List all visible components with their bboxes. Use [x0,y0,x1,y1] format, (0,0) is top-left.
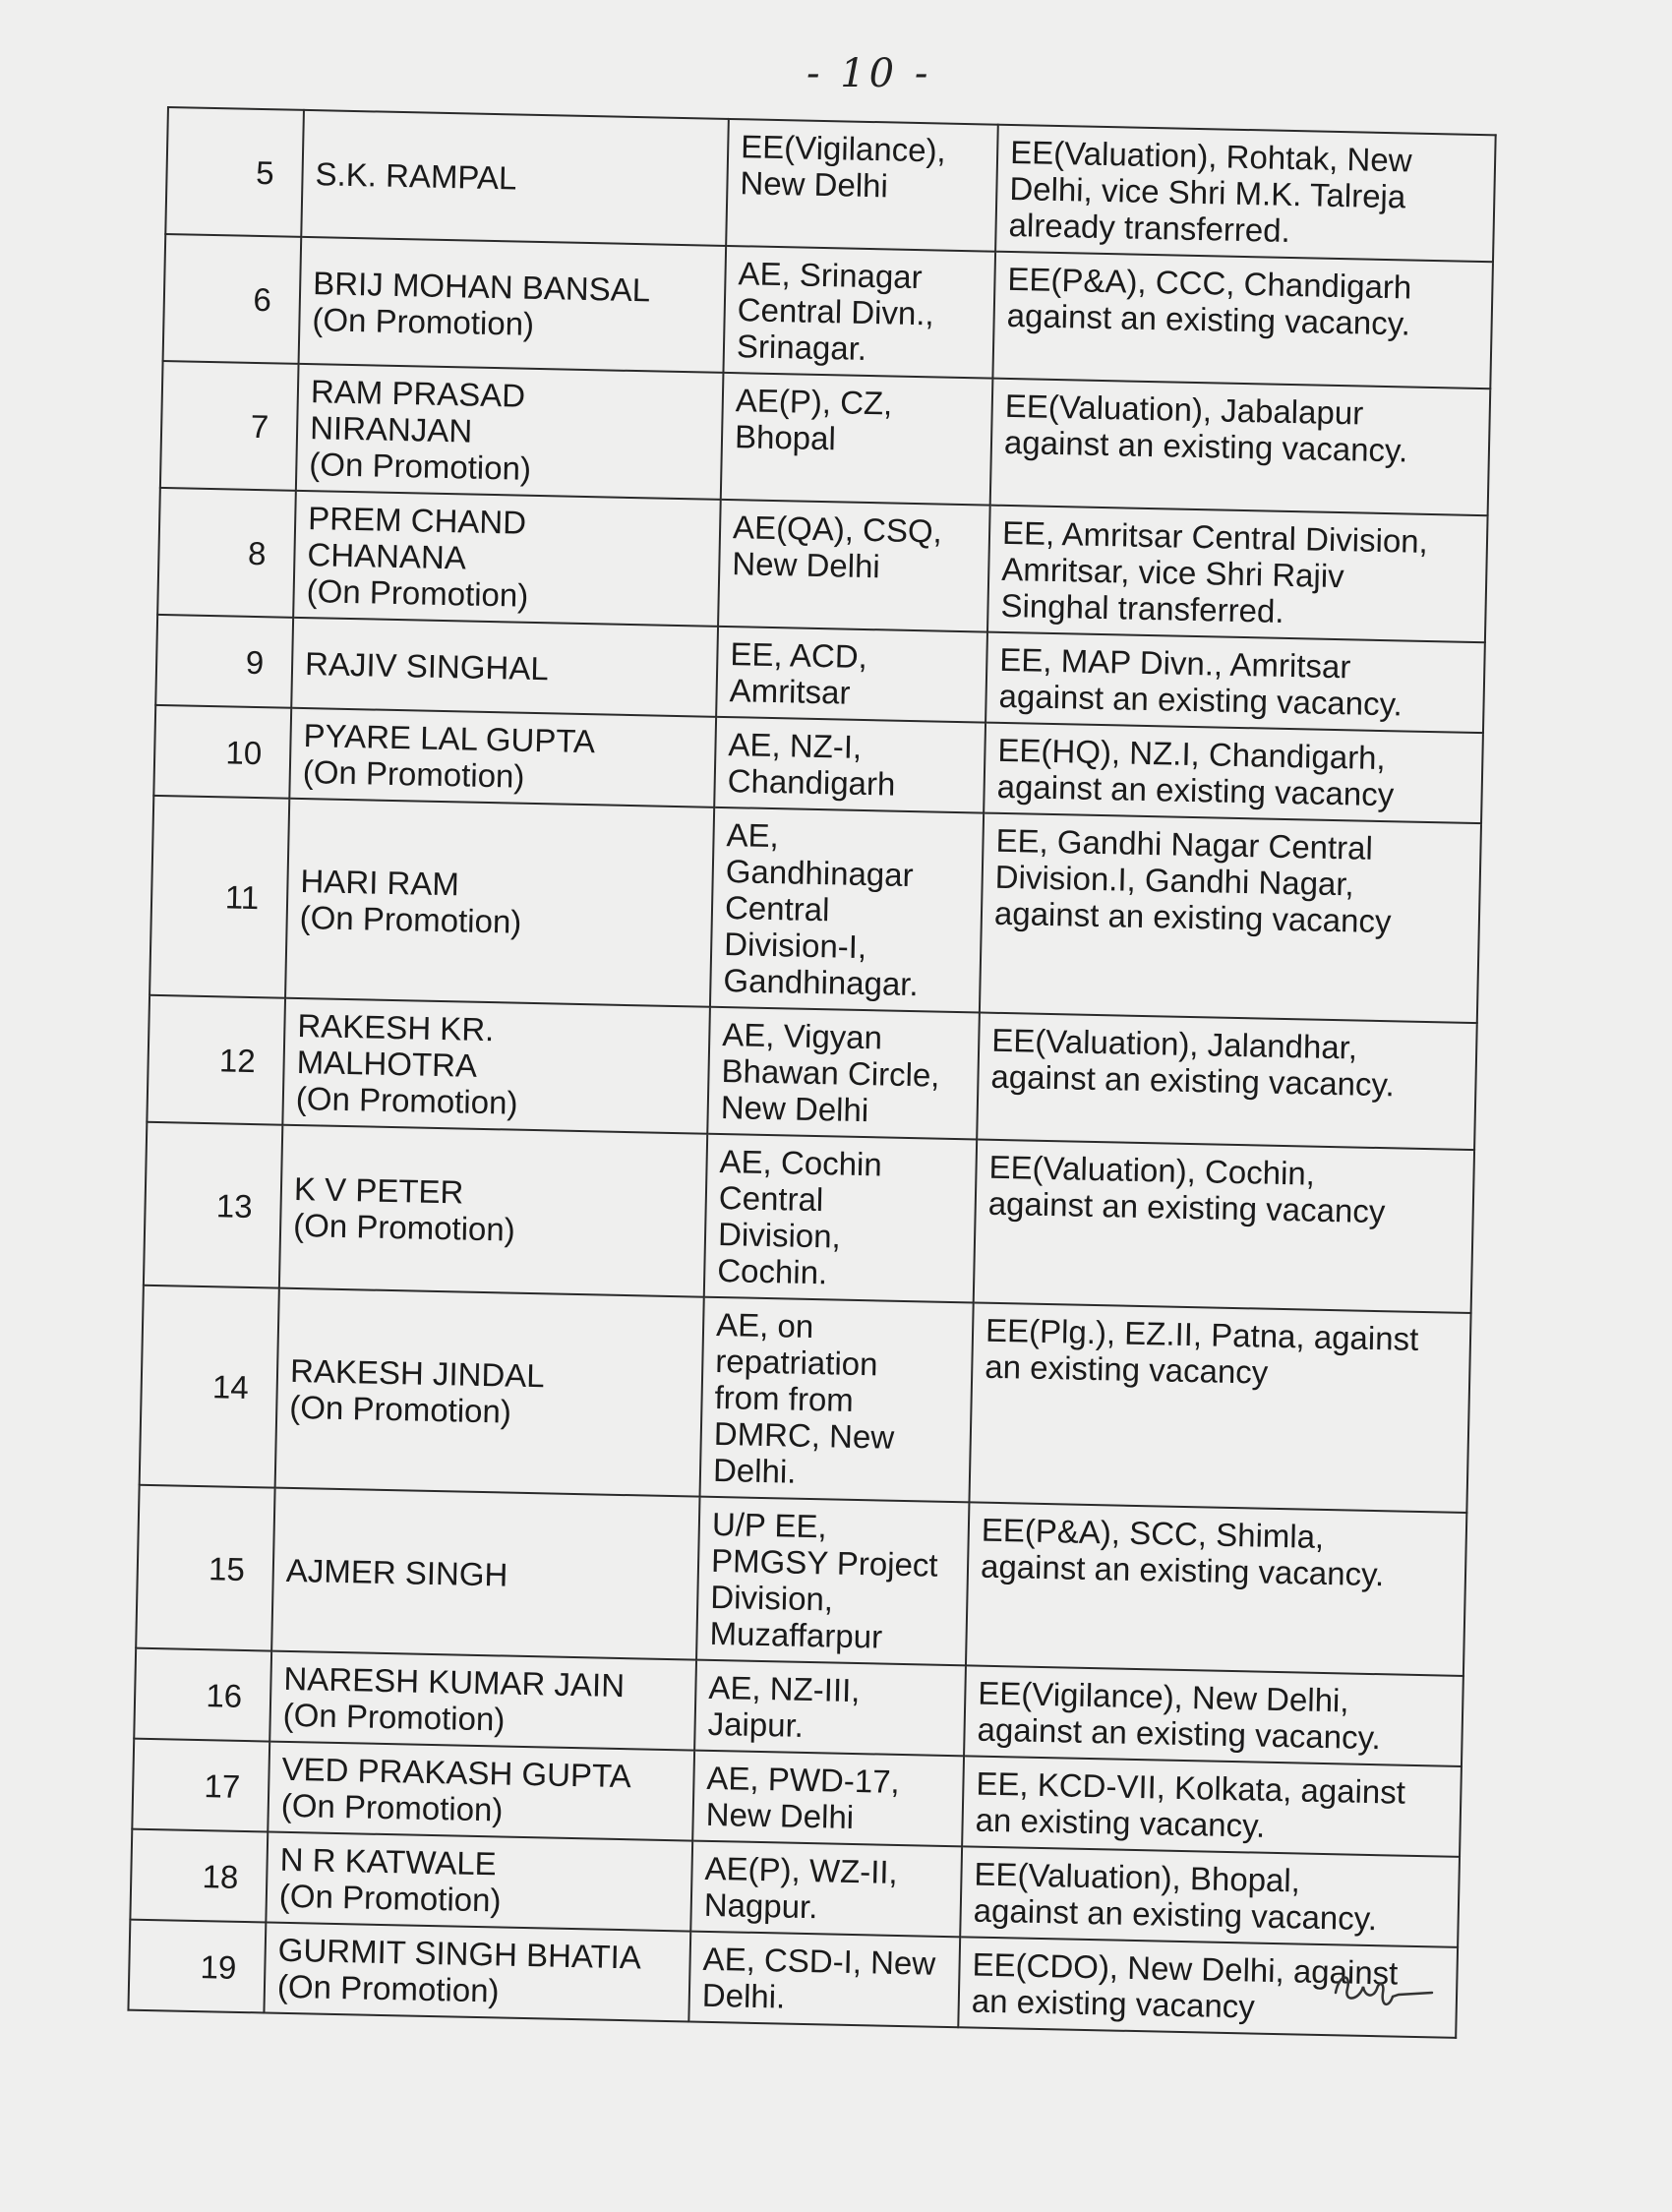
officer-name-cell-line: N R KATWALE [279,1840,498,1883]
page-number: - 10 - [806,51,932,96]
officer-name-cell [264,1923,690,2022]
officer-name-cell [296,364,724,500]
officer-name-cell-line: AJMER SINGH [285,1551,508,1593]
present-posting-cell-line: Muzaffarpur [709,1614,883,1655]
officer-name-cell-line: (On Promotion) [276,1967,500,2009]
present-posting-cell-line: PMGSY Project [710,1541,938,1584]
new-posting-cell-line: EE, Gandhi Nagar Central [995,821,1374,867]
officer-name-cell-line: (On Promotion) [280,1786,504,1828]
officer-name-cell-line: (On Promotion) [302,753,525,795]
present-posting-cell-line: AE(P), CZ, [735,382,893,422]
officer-name-cell-line: (On Promotion) [295,1079,518,1121]
new-posting-cell-line: EE, MAP Divn., Amritsar [999,640,1351,686]
new-posting-cell [987,506,1488,643]
officer-name-cell-line: RAKESH KR. [297,1006,495,1048]
officer-name-cell-line: MALHOTRA [296,1043,478,1084]
officer-name-cell-line: GURMIT SINGH BHATIA [277,1931,642,1976]
present-posting-cell-line: AE, PWD-17, [706,1759,901,1800]
present-posting-cell-line: AE, Vigyan [721,1016,883,1056]
officer-name-cell-line: (On Promotion) [309,446,532,487]
present-posting-cell [726,119,998,252]
new-posting-cell-line: an existing vacancy [971,1982,1256,2025]
officer-name-cell-line: PREM CHAND [307,500,527,541]
new-posting-cell [962,1756,1462,1857]
officer-name-cell-line: (On Promotion) [282,1696,506,1738]
officer-name-cell [266,1832,692,1932]
new-posting-cell-line: against an existing vacancy. [998,677,1403,723]
new-posting-cell-line: already transferred. [1008,206,1291,249]
present-posting-cell-line: Delhi. [701,1976,786,2015]
new-posting-cell-line: against an existing vacancy [996,767,1395,813]
officer-name-cell-line: CHANANA [307,536,467,576]
officer-name-cell-line: (On Promotion) [288,1388,512,1430]
present-posting-cell [723,246,995,379]
present-posting-cell-line: New Delhi [705,1795,855,1835]
present-posting-cell-line: Division-I, [723,926,867,966]
present-posting-cell-line: AE, Cochin [719,1143,883,1183]
present-posting-cell-line: U/P EE, [711,1505,828,1545]
present-posting-cell-line: Gandhinagar [725,853,915,894]
new-posting-cell [974,1139,1474,1313]
new-posting-cell [960,1846,1460,1947]
officer-name-cell [269,1651,696,1751]
present-posting-cell-line: Cochin. [716,1251,828,1291]
present-posting-cell-line: repatriation [715,1342,878,1383]
officer-name-cell-line: RAKESH JINDAL [289,1351,546,1394]
present-posting-cell-line: EE(Vigilance), [740,128,947,169]
present-posting-cell-line: AE, [726,816,780,855]
new-posting-cell-line: against an existing vacancy. [973,1891,1378,1938]
new-posting-cell-line: Delhi, vice Shri M.K. Talreja [1009,169,1406,215]
new-posting-cell [985,632,1485,734]
officer-name-cell-line: NARESH KUMAR JAIN [283,1659,626,1704]
present-posting-cell-line: DMRC, New [713,1414,895,1456]
officer-name-cell [289,708,716,807]
new-posting-cell-line: EE(CDO), New Delhi, against [972,1945,1399,1992]
serial-number-cell: 6 [163,234,302,364]
present-posting-cell-line: AE, CSD-I, New [702,1940,936,1982]
new-posting-cell [995,125,1496,263]
new-posting-cell [966,1502,1466,1676]
table-body [128,107,1495,2038]
new-posting-cell-line: against an existing vacancy [987,1184,1386,1230]
officer-name-cell [293,491,721,627]
officer-name-cell-line: PYARE LAL GUPTA [303,717,596,760]
new-posting-cell-line: EE(Valuation), Jabalapur [1004,387,1364,432]
serial-number-cell: 10 [153,705,291,799]
present-posting-cell [688,1932,960,2028]
present-posting-cell-line: Division, [717,1215,842,1255]
serial-number-cell: 17 [132,1739,269,1832]
present-posting-cell-line: Central [718,1178,824,1219]
new-posting-cell [992,252,1493,389]
present-posting-cell [690,1841,962,1938]
new-posting-cell-line: EE(P&A), CCC, Chandigarh [1007,260,1412,306]
new-posting-cell-line: against an existing vacancy. [990,1057,1396,1104]
present-posting-cell [716,627,987,723]
serial-number-cell: 12 [147,995,285,1125]
table-row [136,1485,1466,1676]
serial-number-cell: 14 [140,1285,279,1488]
new-posting-cell-line: Singhal transferred. [1000,586,1284,629]
serial-number-cell: 11 [149,796,289,998]
new-posting-cell-line: against an existing vacancy. [980,1547,1385,1593]
officer-name-cell [279,1125,707,1297]
new-posting-cell-line: EE(HQ), NZ.I, Chandigarh, [997,731,1387,777]
officer-name-cell [268,1742,694,1841]
officer-name-cell [275,1288,704,1497]
new-posting-cell-line: EE(P&A), SCC, Shimla, [981,1511,1325,1555]
present-posting-cell-line: Jaipur. [707,1704,805,1744]
present-posting-cell-line: AE(P), WZ-II, [704,1849,899,1890]
new-posting-cell-line: an existing vacancy [984,1347,1269,1391]
serial-number-cell: 18 [130,1829,268,1923]
new-posting-cell-line: EE(Valuation), Cochin, [988,1148,1316,1192]
new-posting-cell-line: against an existing vacancy. [1006,296,1411,342]
present-posting-cell [707,1007,980,1140]
present-posting-cell-line: AE, on [715,1305,814,1345]
serial-number-cell: 15 [136,1485,274,1651]
present-posting-cell [700,1297,974,1503]
present-posting-cell-line: Bhawan Circle, [721,1052,940,1094]
officer-name-cell-line: BRIJ MOHAN BANSAL [312,264,651,308]
table-row [140,1285,1471,1513]
present-posting-cell [710,807,984,1013]
present-posting-cell [696,1497,969,1666]
new-posting-cell-line: against an existing vacancy. [977,1710,1382,1757]
new-posting-cell-line: EE(Vigilance), New Delhi, [978,1674,1349,1719]
new-posting-cell-line: against an existing vacancy [993,894,1392,940]
present-posting-cell-line: AE, NZ-I, [728,726,863,765]
new-posting-cell-line: EE(Plg.), EZ.II, Patna, against [985,1311,1419,1357]
present-posting-cell-line: AE(QA), CSQ, [732,508,943,550]
new-posting-cell [984,723,1483,824]
present-posting-cell-line: Central Divn., [737,291,935,332]
new-posting-cell-line: Division.I, Gandhi Nagar, [994,858,1355,903]
present-posting-cell [718,500,990,632]
new-posting-cell [964,1665,1463,1766]
new-posting-cell-line: EE, Amritsar Central Division, [1001,513,1429,560]
present-posting-cell-line: from from [714,1378,855,1418]
officer-name-cell-line: RAJIV SINGHAL [304,644,550,687]
present-posting-cell-line: Amritsar [729,672,851,711]
transfer-table-wrapper [127,106,1494,2039]
present-posting-cell-line: Division, [709,1578,834,1618]
officer-name-cell-line: (On Promotion) [292,1206,516,1248]
table-row [144,1122,1474,1313]
serial-number-cell: 7 [160,361,299,491]
handwritten-signature [1330,1963,1438,2022]
new-posting-cell [990,379,1491,516]
officer-name-cell-line: NIRANJAN [309,409,473,449]
present-posting-cell [694,1660,966,1757]
officer-name-cell [282,998,710,1134]
present-posting-cell-line: Central [724,889,830,928]
serial-number-cell: 9 [155,615,293,708]
present-posting-cell-line: Bhopal [734,418,837,457]
new-posting-cell [977,1012,1477,1150]
present-posting-cell-line: New Delhi [720,1089,869,1129]
officer-name-cell-line: (On Promotion) [306,572,529,614]
present-posting-cell-line: Chandigarh [727,762,896,803]
officer-name-cell-line: (On Promotion) [299,898,522,940]
officer-name-cell [285,799,714,1007]
new-posting-cell-line: Amritsar, vice Shri Rajiv [1000,550,1345,595]
serial-number-cell: 5 [165,107,304,237]
serial-number-cell: 8 [157,488,296,618]
present-posting-cell-line: AE, Srinagar [738,255,924,296]
table-row [149,796,1481,1023]
present-posting-cell [704,1134,977,1303]
new-posting-cell-line: an existing vacancy. [975,1801,1266,1844]
present-posting-cell-line: Delhi. [712,1451,797,1490]
new-posting-cell-line: EE, KCD-VII, Kolkata, against [976,1764,1406,1811]
officer-name-cell-line: S.K. RAMPAL [315,155,517,197]
present-posting-cell-line: New Delhi [732,545,881,585]
present-posting-cell [714,717,985,813]
officer-name-cell [271,1488,699,1660]
officer-name-cell-line: RAM PRASAD [310,373,526,414]
officer-name-cell-line: K V PETER [293,1169,464,1211]
present-posting-cell [692,1751,964,1847]
serial-number-cell: 19 [128,1920,266,2013]
new-posting-cell [969,1302,1470,1513]
present-posting-cell [721,373,993,506]
present-posting-cell-line: New Delhi [740,164,889,205]
officer-name-cell [301,110,729,246]
present-posting-cell-line: Gandhinagar. [723,962,920,1003]
new-posting-cell [980,813,1481,1024]
present-posting-cell-line: AE, NZ-III, [708,1668,861,1709]
officer-name-cell [299,237,727,373]
present-posting-cell-line: Nagpur. [703,1885,818,1926]
officer-name-cell-line: HARI RAM [300,862,460,902]
present-posting-cell-line: EE, ACD, [730,635,868,676]
officer-name-cell-line: (On Promotion) [278,1877,502,1919]
officer-name-cell [291,618,718,717]
serial-number-cell: 16 [134,1648,271,1742]
new-posting-cell-line: EE(Valuation), Bhopal, [974,1855,1301,1899]
new-posting-cell-line: EE(Valuation), Rohtak, New [1009,133,1412,179]
new-posting-cell-line: EE(Valuation), Jalandhar, [990,1021,1358,1066]
present-posting-cell-line: Srinagar. [736,328,867,367]
officer-name-cell-line: (On Promotion) [312,300,535,342]
officer-name-cell-line: VED PRAKASH GUPTA [281,1750,632,1795]
new-posting-cell-line: against an existing vacancy. [1003,423,1408,469]
transfer-posting-table [127,106,1496,2039]
serial-number-cell: 13 [144,1122,282,1288]
